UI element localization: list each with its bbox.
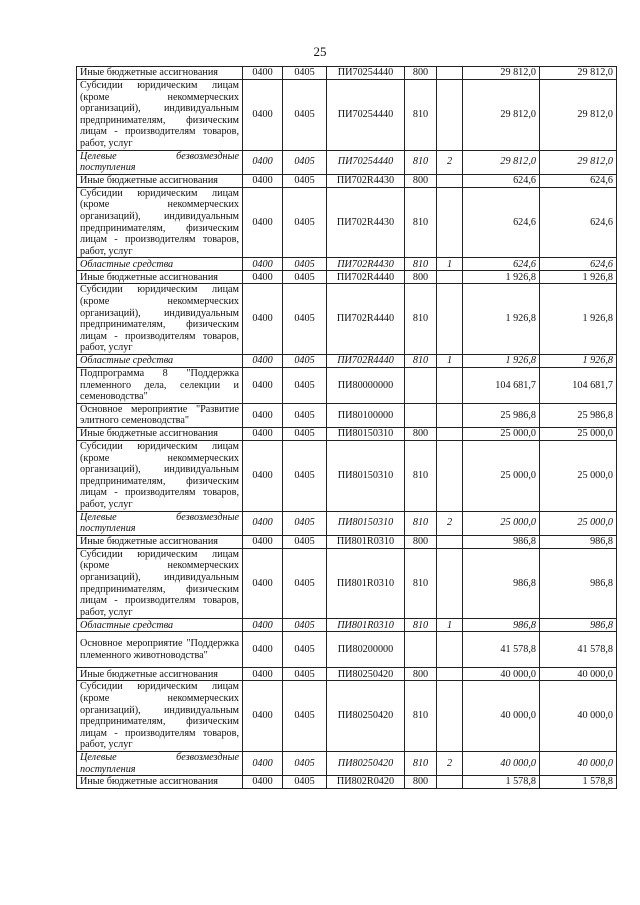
funding-source-cell xyxy=(437,441,463,512)
target-article-cell: ПИ802R0420 xyxy=(327,776,405,789)
target-article-cell: ПИ702R4430 xyxy=(327,187,405,258)
amount-year1-cell: 29 812,0 xyxy=(463,150,540,174)
amount-year2-cell: 40 000,0 xyxy=(540,751,617,775)
subsection-code-cell: 0405 xyxy=(283,174,327,187)
expense-type-cell: 810 xyxy=(405,619,437,632)
subsection-code-cell: 0405 xyxy=(283,284,327,355)
target-article-cell: ПИ80250420 xyxy=(327,668,405,681)
expense-type-cell: 810 xyxy=(405,354,437,367)
row-name-cell: Субсидии юридическим лицам (кроме некоммерческих организаций), индивидуальным предпринимателям, физическим лицам - производителям товаров, работ, услуг xyxy=(77,441,243,512)
amount-year2-cell: 1 926,8 xyxy=(540,284,617,355)
subsection-code-cell: 0405 xyxy=(283,258,327,271)
amount-year2-cell: 40 000,0 xyxy=(540,668,617,681)
table-row xyxy=(77,403,617,427)
budget-table xyxy=(76,66,617,789)
row-name-cell: Субсидии юридическим лицам (кроме некоммерческих организаций), индивидуальным предпринимателям, физическим лицам - производителям товаров, работ, услуг xyxy=(77,80,243,151)
target-article-cell: ПИ702R4430 xyxy=(327,258,405,271)
amount-year2-cell: 624,6 xyxy=(540,187,617,258)
amount-year2-cell: 104 681,7 xyxy=(540,367,617,403)
section-code-cell: 0400 xyxy=(243,428,283,441)
table-row xyxy=(77,67,617,80)
table-row xyxy=(77,776,617,789)
row-name-cell: Областные средства xyxy=(77,354,243,367)
amount-year2-cell: 1 578,8 xyxy=(540,776,617,789)
table-row xyxy=(77,511,617,535)
table-row xyxy=(77,150,617,174)
expense-type-cell xyxy=(405,632,437,668)
subsection-code-cell: 0405 xyxy=(283,776,327,789)
target-article-cell: ПИ80200000 xyxy=(327,632,405,668)
amount-year2-cell: 25 000,0 xyxy=(540,441,617,512)
funding-source-cell xyxy=(437,632,463,668)
table-row xyxy=(77,174,617,187)
section-code-cell: 0400 xyxy=(243,403,283,427)
amount-year1-cell: 986,8 xyxy=(463,548,540,619)
target-article-cell: ПИ702R4440 xyxy=(327,271,405,284)
section-code-cell: 0400 xyxy=(243,776,283,789)
amount-year1-cell: 25 986,8 xyxy=(463,403,540,427)
amount-year1-cell: 1 926,8 xyxy=(463,271,540,284)
section-code-cell: 0400 xyxy=(243,354,283,367)
table-row xyxy=(77,354,617,367)
funding-source-cell xyxy=(437,174,463,187)
table-row xyxy=(77,367,617,403)
target-article-cell: ПИ80150310 xyxy=(327,511,405,535)
section-code-cell: 0400 xyxy=(243,548,283,619)
section-code-cell: 0400 xyxy=(243,258,283,271)
expense-type-cell: 810 xyxy=(405,284,437,355)
row-name-cell: Иные бюджетные ассигнования xyxy=(77,271,243,284)
section-code-cell: 0400 xyxy=(243,187,283,258)
amount-year1-cell: 1 578,8 xyxy=(463,776,540,789)
table-row xyxy=(77,619,617,632)
row-name-cell: Целевые безвозмездные поступления xyxy=(77,511,243,535)
section-code-cell: 0400 xyxy=(243,619,283,632)
funding-source-cell xyxy=(437,187,463,258)
amount-year2-cell: 25 986,8 xyxy=(540,403,617,427)
subsection-code-cell: 0405 xyxy=(283,535,327,548)
amount-year2-cell: 40 000,0 xyxy=(540,681,617,752)
subsection-code-cell: 0405 xyxy=(283,354,327,367)
amount-year1-cell: 986,8 xyxy=(463,535,540,548)
table-row xyxy=(77,681,617,752)
expense-type-cell: 800 xyxy=(405,67,437,80)
funding-source-cell: 2 xyxy=(437,150,463,174)
target-article-cell: ПИ801R0310 xyxy=(327,548,405,619)
amount-year2-cell: 29 812,0 xyxy=(540,150,617,174)
expense-type-cell: 810 xyxy=(405,80,437,151)
row-name-cell: Иные бюджетные ассигнования xyxy=(77,174,243,187)
section-code-cell: 0400 xyxy=(243,681,283,752)
amount-year1-cell: 104 681,7 xyxy=(463,367,540,403)
row-name-cell: Подпрограмма 8 "Поддержка племенного дела, селекции и семеноводства" xyxy=(77,367,243,403)
table-row xyxy=(77,751,617,775)
amount-year2-cell: 986,8 xyxy=(540,619,617,632)
expense-type-cell: 800 xyxy=(405,428,437,441)
table-row xyxy=(77,441,617,512)
section-code-cell: 0400 xyxy=(243,751,283,775)
table-row xyxy=(77,548,617,619)
table-row xyxy=(77,632,617,668)
expense-type-cell: 810 xyxy=(405,681,437,752)
table-row xyxy=(77,80,617,151)
amount-year1-cell: 624,6 xyxy=(463,174,540,187)
target-article-cell: ПИ80250420 xyxy=(327,681,405,752)
amount-year2-cell: 986,8 xyxy=(540,535,617,548)
row-name-cell: Целевые безвозмездные поступления xyxy=(77,150,243,174)
expense-type-cell xyxy=(405,403,437,427)
amount-year1-cell: 29 812,0 xyxy=(463,67,540,80)
table-row xyxy=(77,284,617,355)
row-name-cell: Субсидии юридическим лицам (кроме некоммерческих организаций), индивидуальным предпринимателям, физическим лицам - производителям товаров, работ, услуг xyxy=(77,548,243,619)
subsection-code-cell: 0405 xyxy=(283,668,327,681)
table-row xyxy=(77,428,617,441)
funding-source-cell: 1 xyxy=(437,354,463,367)
expense-type-cell: 810 xyxy=(405,187,437,258)
target-article-cell: ПИ702R4430 xyxy=(327,174,405,187)
funding-source-cell xyxy=(437,668,463,681)
section-code-cell: 0400 xyxy=(243,632,283,668)
funding-source-cell xyxy=(437,271,463,284)
amount-year2-cell: 25 000,0 xyxy=(540,428,617,441)
expense-type-cell: 800 xyxy=(405,271,437,284)
row-name-cell: Основное мероприятие "Поддержка племенного животноводства" xyxy=(77,632,243,668)
row-name-cell: Целевые безвозмездные поступления xyxy=(77,751,243,775)
subsection-code-cell: 0405 xyxy=(283,271,327,284)
subsection-code-cell: 0405 xyxy=(283,681,327,752)
target-article-cell: ПИ70254440 xyxy=(327,67,405,80)
section-code-cell: 0400 xyxy=(243,441,283,512)
funding-source-cell: 2 xyxy=(437,751,463,775)
subsection-code-cell: 0405 xyxy=(283,511,327,535)
amount-year1-cell: 25 000,0 xyxy=(463,428,540,441)
subsection-code-cell: 0405 xyxy=(283,80,327,151)
section-code-cell: 0400 xyxy=(243,271,283,284)
amount-year1-cell: 40 000,0 xyxy=(463,668,540,681)
expense-type-cell: 810 xyxy=(405,548,437,619)
expense-type-cell: 810 xyxy=(405,751,437,775)
subsection-code-cell: 0405 xyxy=(283,632,327,668)
expense-type-cell: 810 xyxy=(405,258,437,271)
funding-source-cell xyxy=(437,535,463,548)
target-article-cell: ПИ801R0310 xyxy=(327,535,405,548)
subsection-code-cell: 0405 xyxy=(283,67,327,80)
funding-source-cell xyxy=(437,681,463,752)
amount-year2-cell: 41 578,8 xyxy=(540,632,617,668)
funding-source-cell xyxy=(437,67,463,80)
target-article-cell: ПИ70254440 xyxy=(327,80,405,151)
section-code-cell: 0400 xyxy=(243,174,283,187)
row-name-cell: Иные бюджетные ассигнования xyxy=(77,428,243,441)
amount-year2-cell: 624,6 xyxy=(540,258,617,271)
target-article-cell: ПИ801R0310 xyxy=(327,619,405,632)
row-name-cell: Иные бюджетные ассигнования xyxy=(77,535,243,548)
funding-source-cell: 2 xyxy=(437,511,463,535)
table-row xyxy=(77,258,617,271)
row-name-cell: Субсидии юридическим лицам (кроме некоммерческих организаций), индивидуальным предпринимателям, физическим лицам - производителям товаров, работ, услуг xyxy=(77,284,243,355)
expense-type-cell: 810 xyxy=(405,511,437,535)
amount-year2-cell: 624,6 xyxy=(540,174,617,187)
amount-year2-cell: 25 000,0 xyxy=(540,511,617,535)
subsection-code-cell: 0405 xyxy=(283,751,327,775)
expense-type-cell: 800 xyxy=(405,776,437,789)
table-row xyxy=(77,535,617,548)
funding-source-cell xyxy=(437,548,463,619)
amount-year1-cell: 25 000,0 xyxy=(463,441,540,512)
section-code-cell: 0400 xyxy=(243,80,283,151)
expense-type-cell: 810 xyxy=(405,150,437,174)
amount-year2-cell: 29 812,0 xyxy=(540,67,617,80)
target-article-cell: ПИ80150310 xyxy=(327,428,405,441)
amount-year1-cell: 1 926,8 xyxy=(463,284,540,355)
amount-year1-cell: 624,6 xyxy=(463,187,540,258)
table-row xyxy=(77,668,617,681)
funding-source-cell xyxy=(437,284,463,355)
amount-year1-cell: 25 000,0 xyxy=(463,511,540,535)
row-name-cell: Субсидии юридическим лицам (кроме некоммерческих организаций), индивидуальным предпринимателям, физическим лицам - производителям товаров, работ, услуг xyxy=(77,681,243,752)
expense-type-cell: 800 xyxy=(405,535,437,548)
target-article-cell: ПИ70254440 xyxy=(327,150,405,174)
subsection-code-cell: 0405 xyxy=(283,441,327,512)
amount-year2-cell: 1 926,8 xyxy=(540,271,617,284)
section-code-cell: 0400 xyxy=(243,668,283,681)
funding-source-cell: 1 xyxy=(437,619,463,632)
budget-table-body xyxy=(77,67,617,789)
amount-year1-cell: 624,6 xyxy=(463,258,540,271)
amount-year2-cell: 986,8 xyxy=(540,548,617,619)
funding-source-cell: 1 xyxy=(437,258,463,271)
table-row xyxy=(77,271,617,284)
funding-source-cell xyxy=(437,776,463,789)
subsection-code-cell: 0405 xyxy=(283,619,327,632)
subsection-code-cell: 0405 xyxy=(283,367,327,403)
section-code-cell: 0400 xyxy=(243,535,283,548)
subsection-code-cell: 0405 xyxy=(283,548,327,619)
funding-source-cell xyxy=(437,367,463,403)
target-article-cell: ПИ80250420 xyxy=(327,751,405,775)
expense-type-cell xyxy=(405,367,437,403)
row-name-cell: Основное мероприятие "Развитие элитного семеноводства" xyxy=(77,403,243,427)
amount-year1-cell: 40 000,0 xyxy=(463,681,540,752)
funding-source-cell xyxy=(437,403,463,427)
funding-source-cell xyxy=(437,80,463,151)
section-code-cell: 0400 xyxy=(243,67,283,80)
row-name-cell: Областные средства xyxy=(77,258,243,271)
target-article-cell: ПИ80150310 xyxy=(327,441,405,512)
row-name-cell: Субсидии юридическим лицам (кроме некоммерческих организаций), индивидуальным предпринимателям, физическим лицам - производителям товаров, работ, услуг xyxy=(77,187,243,258)
subsection-code-cell: 0405 xyxy=(283,403,327,427)
amount-year1-cell: 40 000,0 xyxy=(463,751,540,775)
subsection-code-cell: 0405 xyxy=(283,150,327,174)
target-article-cell: ПИ80000000 xyxy=(327,367,405,403)
expense-type-cell: 810 xyxy=(405,441,437,512)
expense-type-cell: 800 xyxy=(405,174,437,187)
target-article-cell: ПИ80100000 xyxy=(327,403,405,427)
amount-year1-cell: 986,8 xyxy=(463,619,540,632)
target-article-cell: ПИ702R4440 xyxy=(327,354,405,367)
row-name-cell: Областные средства xyxy=(77,619,243,632)
amount-year1-cell: 41 578,8 xyxy=(463,632,540,668)
amount-year1-cell: 1 926,8 xyxy=(463,354,540,367)
expense-type-cell: 800 xyxy=(405,668,437,681)
row-name-cell: Иные бюджетные ассигнования xyxy=(77,67,243,80)
table-row xyxy=(77,187,617,258)
section-code-cell: 0400 xyxy=(243,284,283,355)
row-name-cell: Иные бюджетные ассигнования xyxy=(77,668,243,681)
section-code-cell: 0400 xyxy=(243,367,283,403)
target-article-cell: ПИ702R4440 xyxy=(327,284,405,355)
section-code-cell: 0400 xyxy=(243,150,283,174)
funding-source-cell xyxy=(437,428,463,441)
amount-year2-cell: 29 812,0 xyxy=(540,80,617,151)
page-number: 25 xyxy=(313,44,327,59)
amount-year1-cell: 29 812,0 xyxy=(463,80,540,151)
section-code-cell: 0400 xyxy=(243,511,283,535)
amount-year2-cell: 1 926,8 xyxy=(540,354,617,367)
subsection-code-cell: 0405 xyxy=(283,187,327,258)
subsection-code-cell: 0405 xyxy=(283,428,327,441)
row-name-cell: Иные бюджетные ассигнования xyxy=(77,776,243,789)
